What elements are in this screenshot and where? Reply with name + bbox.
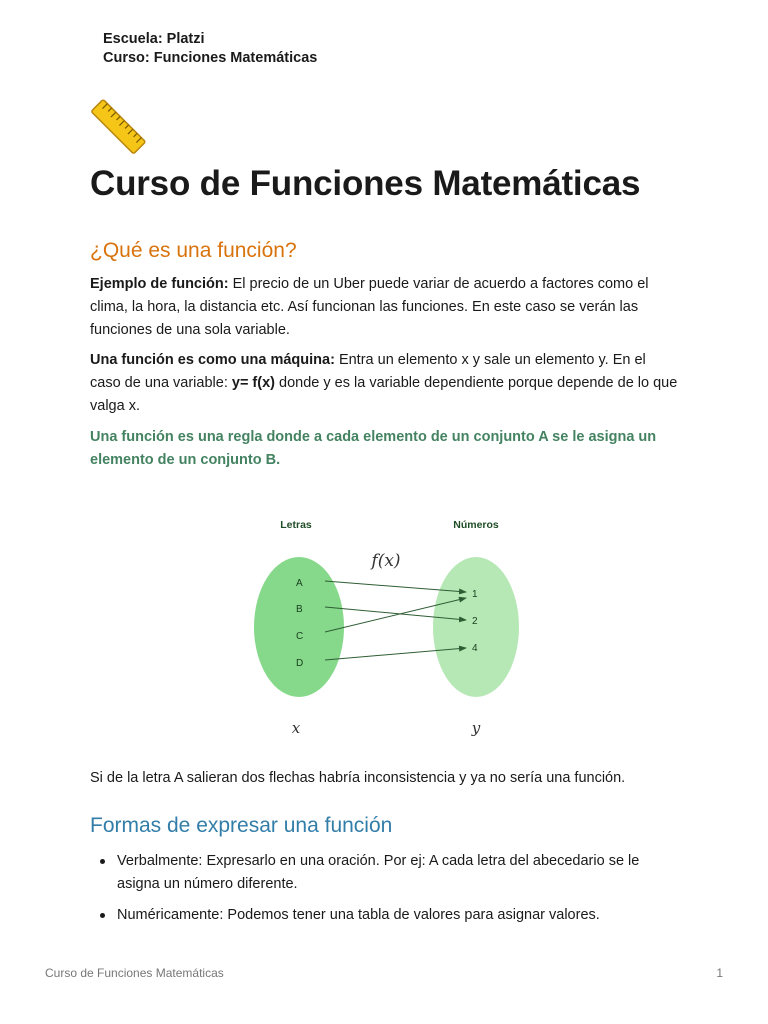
domain-item-c: C xyxy=(296,631,304,642)
list-item xyxy=(90,904,680,927)
domain-variable: x xyxy=(291,719,301,737)
codomain-item-4: 4 xyxy=(472,643,478,654)
document-header xyxy=(103,30,317,68)
codomain-item-2: 2 xyxy=(472,616,478,627)
domain-item-b: B xyxy=(296,604,303,615)
section-heading-what-is-function: ¿Qué es una función? xyxy=(90,239,297,262)
function-notation: y= f(x) xyxy=(231,375,275,391)
function-mapping-diagram xyxy=(236,508,536,748)
paragraph-inconsistency: Si de la letra A salieran dos flechas habría inconsistencia y ya no sería una función. xyxy=(90,770,626,786)
example-text: El precio de un Uber puede variar de acuerdo a factores como el clima, la hora, la distancia etc. Así funcionan las funciones. En este caso se verán las funciones de una sola variable. xyxy=(90,276,649,338)
function-label: f(x) xyxy=(371,551,401,571)
list-item-text: Numéricamente: Podemos tener una tabla de valores para asignar valores. xyxy=(117,907,600,923)
paragraph-example xyxy=(90,273,680,342)
domain-item-d: D xyxy=(296,658,304,669)
page-number: 1 xyxy=(716,966,723,980)
ruler-icon xyxy=(90,98,146,156)
bullet-icon xyxy=(100,913,105,918)
list-item-text: Verbalmente: Expresarlo en una oración. Por ej: A cada letra del abecedario se le asigna un número diferente. xyxy=(117,853,640,892)
course-label: Curso: Funciones Matemáticas xyxy=(103,50,318,66)
school-label: Escuela: Platzi xyxy=(103,31,205,47)
codomain-set xyxy=(433,557,519,697)
footer-title: Curso de Funciones Matemáticas xyxy=(45,966,224,980)
domain-item-a: A xyxy=(296,578,303,589)
forms-list xyxy=(90,850,680,935)
codomain-item-1: 1 xyxy=(472,589,478,600)
section-heading-forms: Formas de expresar una función xyxy=(90,814,393,837)
page-title: Curso de Funciones Matemáticas xyxy=(90,164,641,203)
machine-text-a: Entra un elemento x y sale un elemento y. En el caso de una variable: xyxy=(90,352,646,391)
machine-label: Una función es como una máquina: xyxy=(90,352,335,368)
example-label: Ejemplo de función: xyxy=(90,276,229,292)
paragraph-machine xyxy=(90,349,680,418)
codomain-variable: y xyxy=(471,719,481,737)
right-set-title: Números xyxy=(453,519,499,531)
definition-highlight: Una función es una regla donde a cada elemento de un conjunto A se le asigna un elemento de un conjunto B. xyxy=(90,429,657,468)
machine-text-b: donde y es la variable dependiente porque depende de lo que valga x. xyxy=(90,375,678,414)
bullet-icon xyxy=(100,859,105,864)
list-item xyxy=(90,850,680,896)
left-set-title: Letras xyxy=(280,519,312,531)
